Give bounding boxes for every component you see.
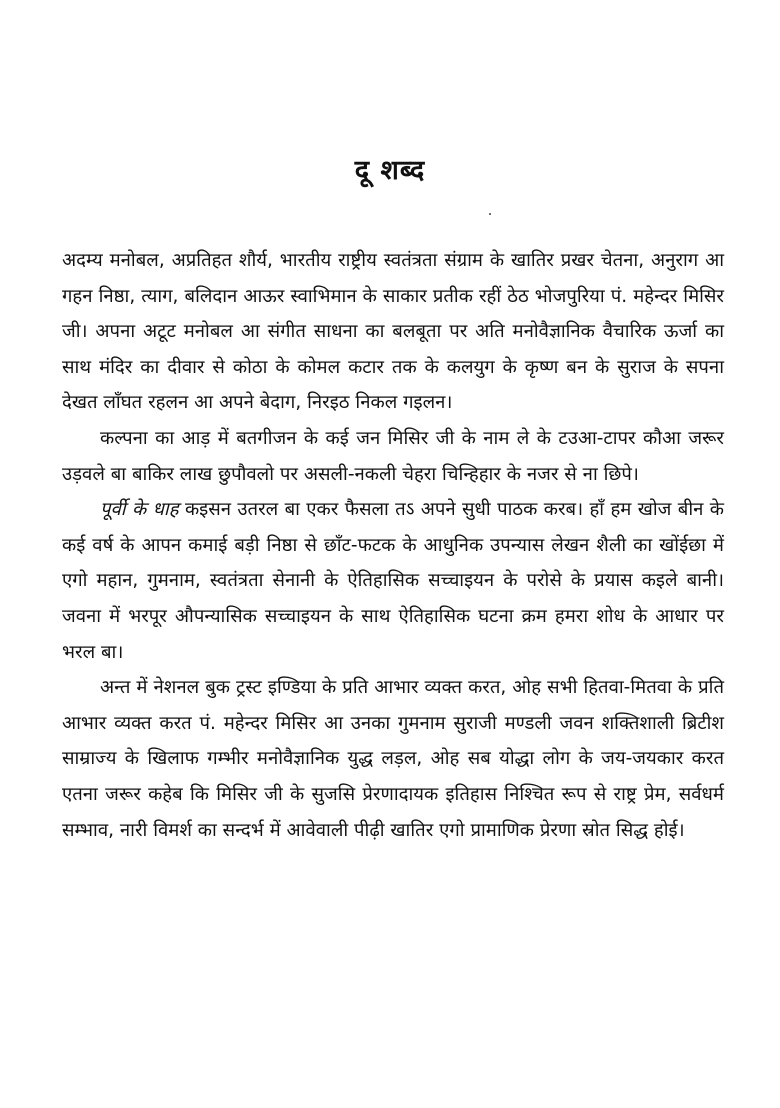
- paragraph-1: अदम्य मनोबल, अप्रतिहत शौर्य, भारतीय राष्ट्रीय स्वतंत्रता संग्राम के खातिर प्रखर चेतना, अनुराग आ गहन निष्ठा, त्याग, बलिदान आऊर स्वाभिमान के साकार प्रतीक रहीं ठेठ भोजपुरिया पं. महेन्दर मिसिर जी। अपना अटूट मनोबल आ संगीत साधना का बलबूता पर अति मनोवैज्ञानिक वैचारिक ऊर्जा का साथ मंदिर का दीवार से कोठा के कोमल कटार तक के कलयुग के कृष्ण बन के सुराज के सपना देखत लाँघत रहलन आ अपने बेदाग, निरइठ निकल गइलन।: [62, 250, 724, 414]
- scan-speck: [489, 213, 491, 215]
- paragraph-3-text: कइसन उतरल बा एकर फैसला तऽ अपने सुधी पाठक करब। हाँ हम खोज बीन के कई वर्ष के आपन कमाई बड़ी निष्ठा से छाँट-फटक के आधुनिक उपन्यास लेखन शैली का खोंईछा में एगो महान, गुमनाम, स्वतंत्रता सेनानी के ऐतिहासिक सच्चाइयन के परोसे के प्रयास कइले बानी। जवना में भरपूर औपन्यासिक सच्चाइयन के साथ ऐतिहासिक घटना क्रम हमरा शोध के आधार पर भरल बा।: [62, 499, 724, 663]
- body-text: [62, 243, 724, 848]
- page-title: दू शब्द: [354, 155, 426, 186]
- paragraph-4: अन्त में नेशनल बुक ट्रस्ट इण्डिया के प्रति आभार व्यक्त करत, ओह सभी हितवा-मितवा के प्रति आभार व्यक्त करत पं. महेन्दर मिसिर आ उनका गुमनाम सुराजी मण्डली जवन शक्तिशाली ब्रिटीश साम्राज्य के खिलाफ गम्भीर मनोवैज्ञानिक युद्ध लड़ल, ओह सब योद्धा लोग के जय-जयकार करत एतना जरूर कहेब कि मिसिर जी के सुजसि प्रेरणादायक इतिहास निश्चित रूप से राष्ट्र प्रेम, सर्वधर्म सम्भाव, नारी विमर्श का सन्दर्भ में आवेवाली पीढ़ी खातिर एगो प्रामाणिक प्रेरणा स्रोत सिद्ध होई।: [62, 677, 724, 841]
- book-title-inline: पूर्वी के धाह: [100, 499, 179, 521]
- paragraph-2: कल्पना का आड़ में बतगीजन के कई जन मिसिर जी के नाम ले के टउआ-टापर कौआ जरूर उड़वले बा बाकिर लाख छुपौवलो पर असली-नकली चेहरा चिन्हिहार के नजर से ना छिपे।: [62, 427, 724, 485]
- paragraph-3: [62, 492, 724, 670]
